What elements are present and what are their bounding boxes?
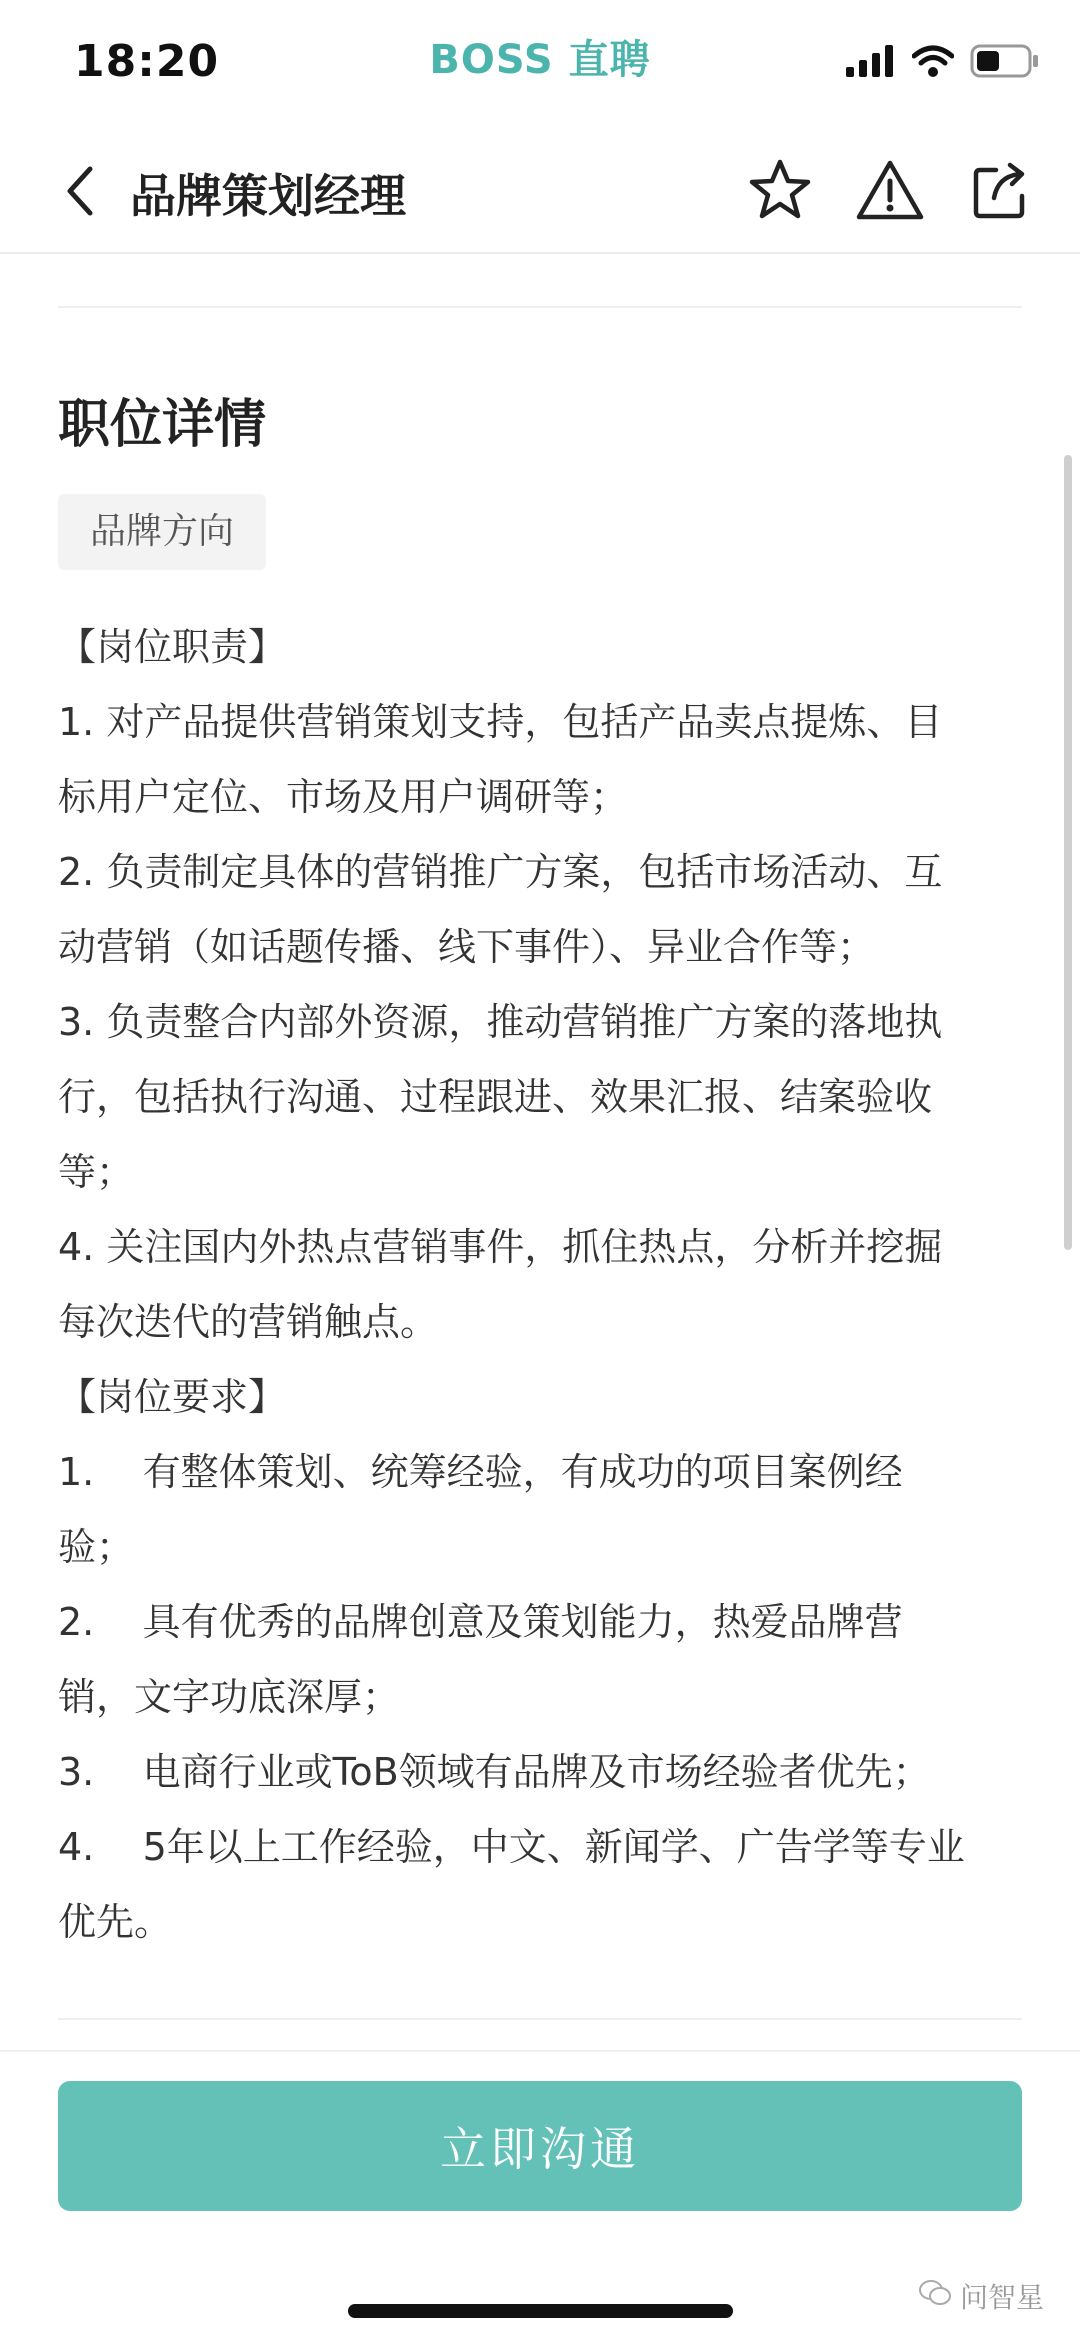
- description-line: 4. 关注国内外热点营销事件，抓住热点，分析并挖掘: [58, 1225, 943, 1269]
- description-line: 标用户定位、市场及用户调研等；: [58, 775, 629, 819]
- job-tag: 品牌方向: [58, 494, 266, 570]
- share-icon: [970, 160, 1030, 224]
- description-line: 1. 有整体策划、统筹经验，有成功的项目案例经: [58, 1450, 903, 1494]
- home-indicator: [348, 2304, 733, 2318]
- star-icon: [747, 158, 813, 226]
- watermark-text: 问智星: [959, 2281, 1044, 2314]
- brand-logo: BOSS 直聘: [429, 37, 651, 83]
- description-line: 2. 具有优秀的品牌创意及策划能力，热爱品牌营: [58, 1600, 903, 1644]
- favorite-button[interactable]: [740, 154, 820, 230]
- wifi-icon: [912, 45, 954, 81]
- description-line: 每次迭代的营销触点。: [58, 1300, 439, 1344]
- status-time: 18:20: [74, 36, 220, 87]
- battery-icon: [970, 44, 1040, 82]
- watermark: [918, 2276, 1044, 2316]
- description-line: 等；: [58, 1150, 135, 1194]
- description-line: 行，包括执行沟通、过程跟进、效果汇报、结案验收: [58, 1075, 933, 1119]
- description-line: 动营销（如话题传播、线下事件）、异业合作等；: [58, 925, 876, 969]
- section-title: 职位详情: [58, 395, 267, 455]
- description-line: 4. 5年以上工作经验，中文、新闻学、广告学等专业: [58, 1825, 965, 1869]
- divider: [58, 2018, 1022, 2020]
- back-arrow-icon: [60, 163, 100, 223]
- report-button[interactable]: [850, 154, 930, 230]
- status-icons: [846, 44, 1040, 82]
- description-line: 1. 对产品提供营销策划支持，包括产品卖点提炼、目: [58, 700, 943, 744]
- description-line: 销，文字功底深厚；: [58, 1675, 401, 1719]
- footer: [0, 2050, 1080, 2339]
- scrollbar[interactable]: [1064, 455, 1072, 1250]
- nav-actions: [740, 154, 1040, 230]
- page-title: 品牌策划经理: [130, 169, 406, 223]
- job-description: [58, 610, 1028, 1960]
- divider: [58, 306, 1022, 308]
- description-line: 【岗位要求】: [58, 1375, 287, 1419]
- nav-bar: [0, 130, 1080, 254]
- signal-icon: [846, 45, 896, 81]
- description-line: 【岗位职责】: [58, 625, 287, 669]
- share-button[interactable]: [960, 154, 1040, 230]
- back-button[interactable]: [48, 158, 112, 228]
- description-line: 3. 负责整合内部外资源，推动营销推广方案的落地执: [58, 1000, 943, 1044]
- description-line: 2. 负责制定具体的营销推广方案，包括市场活动、互: [58, 850, 943, 894]
- chat-now-button[interactable]: 立即沟通: [58, 2081, 1022, 2211]
- description-line: 3. 电商行业或ToB领域有品牌及市场经验者优先；: [58, 1750, 931, 1794]
- wechat-icon: [918, 2278, 952, 2315]
- description-line: 验；: [58, 1525, 135, 1569]
- status-bar: [0, 0, 1080, 130]
- warning-icon: [855, 159, 925, 225]
- description-line: 优先。: [58, 1900, 173, 1944]
